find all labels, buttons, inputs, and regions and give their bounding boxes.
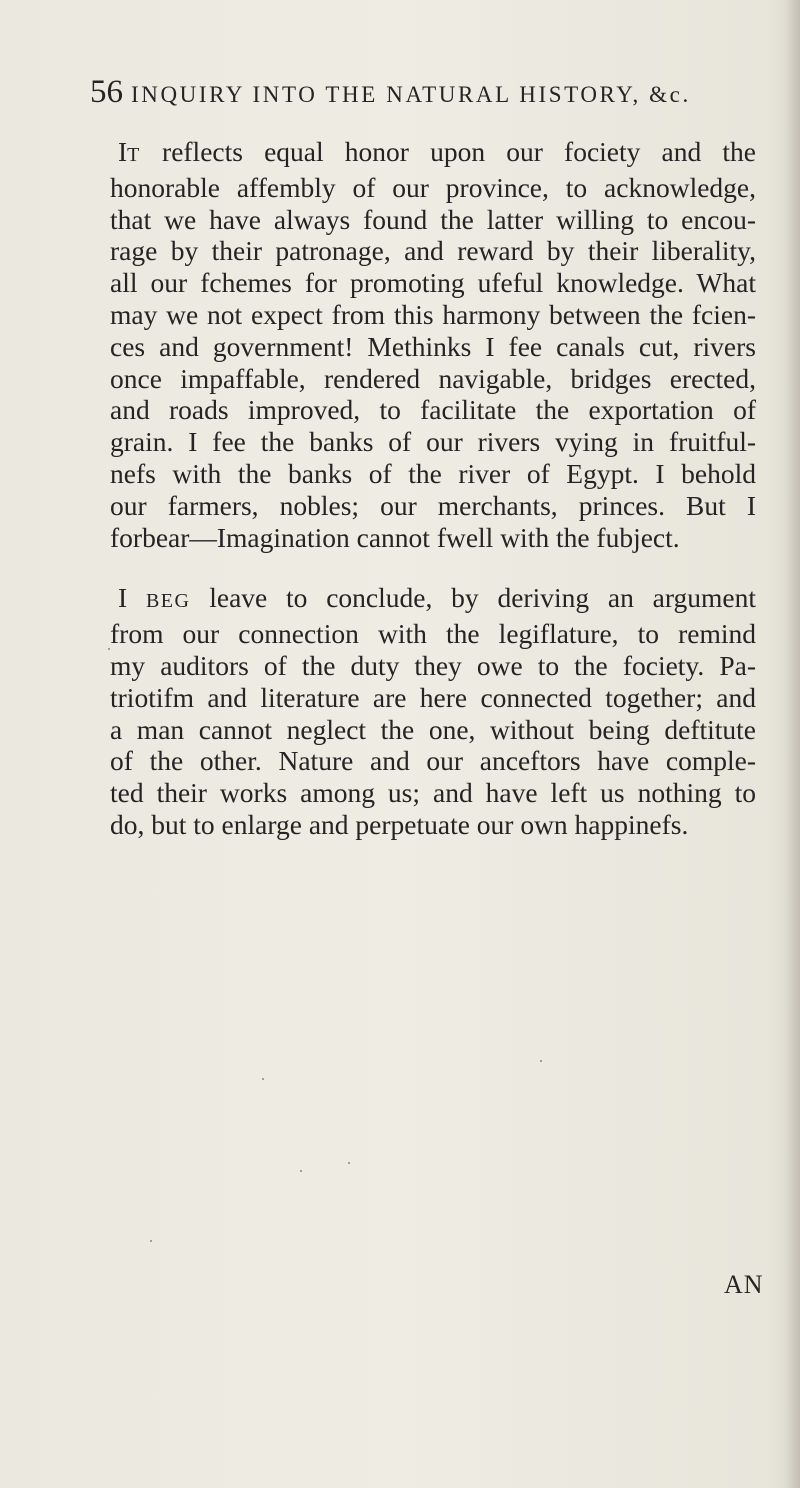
text-line: triotifm and literature are here connected together; and bbox=[110, 681, 756, 713]
paper-speck bbox=[300, 1170, 302, 1172]
paper-speck bbox=[108, 648, 110, 650]
paper-speck bbox=[348, 1162, 350, 1164]
text-line: ted their works among us; and have left us nothing to bbox=[110, 777, 756, 809]
text-line: nefs with the banks of the river of Egypt. I behold bbox=[110, 457, 756, 489]
paper-speck bbox=[150, 1240, 152, 1242]
paper-speck bbox=[262, 1078, 264, 1080]
text-line: may we not expect from this harmony between the fcien- bbox=[110, 298, 756, 330]
text-line: honorable affembly of our province, to acknowledge, bbox=[110, 171, 756, 203]
text-line: a man cannot neglect the one, without being deftitute bbox=[110, 713, 756, 745]
text-line: from our connection with the legiflature, to remind bbox=[110, 618, 756, 650]
text-line: forbear—Imagination cannot fwell with the fubject. bbox=[110, 521, 680, 553]
paragraph-2 bbox=[110, 582, 756, 840]
text-line: grain. I fee the banks of our rivers vying in fruitful- bbox=[110, 426, 756, 458]
text-line: ces and government! Methinks I fee canals cut, rivers bbox=[110, 330, 756, 362]
paper-speck bbox=[540, 1060, 542, 1062]
paragraph-1 bbox=[110, 136, 756, 553]
page-number: 56 bbox=[90, 74, 123, 110]
text-line: I BEG leave to conclude, by deriving an argument bbox=[118, 582, 756, 614]
text-line: rage by their patronage, and reward by their liberality, bbox=[110, 235, 756, 267]
text-line: of the other. Nature and our anceftors have comple- bbox=[110, 745, 756, 777]
catchword: AN bbox=[724, 1270, 764, 1299]
text-line: and roads improved, to facilitate the exportation of bbox=[110, 394, 756, 426]
running-head bbox=[90, 74, 770, 118]
text-line: do, but to enlarge and perpetuate our own happinefs. bbox=[110, 808, 689, 840]
text-line: my auditors of the duty they owe to the fociety. Pa- bbox=[110, 649, 756, 681]
body-text bbox=[110, 136, 756, 841]
text-line: that we have always found the latter willing to encou- bbox=[110, 203, 756, 235]
page-edge-shadow bbox=[786, 0, 800, 1488]
text-line: all our fchemes for promoting ufeful knowledge. What bbox=[110, 267, 756, 299]
text-line: IT reflects equal honor upon our fociety and the bbox=[118, 136, 756, 167]
text-line: once impaffable, rendered navigable, bridges erected, bbox=[110, 362, 756, 394]
running-head-title: INQUIRY INTO THE NATURAL HISTORY, &c. bbox=[131, 82, 691, 107]
text-line: our farmers, nobles; our merchants, princes. But I bbox=[110, 489, 756, 521]
